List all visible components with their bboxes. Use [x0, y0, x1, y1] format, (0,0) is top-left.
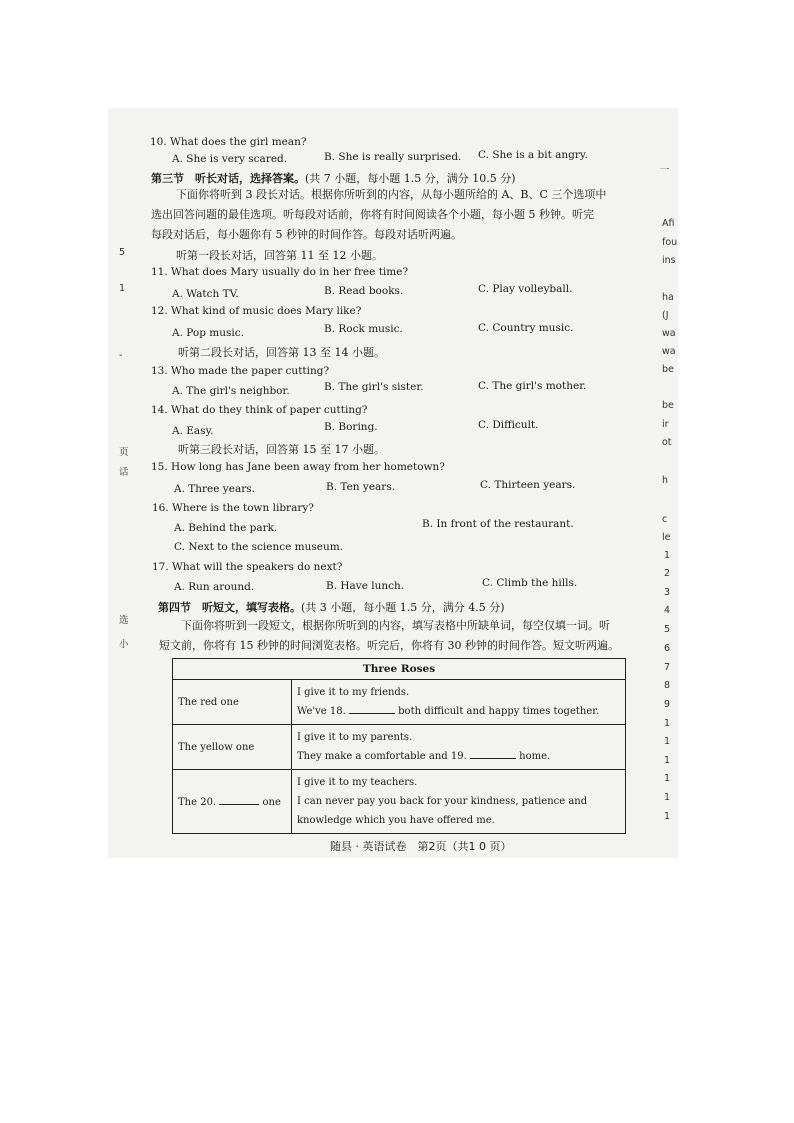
- edge-right-2: fou: [662, 237, 678, 248]
- edge-right-16: 2: [664, 568, 671, 579]
- question-16-option-b: B. In front of the restaurant.: [422, 518, 574, 530]
- row-content-yellow: [292, 725, 626, 770]
- edge-right-4: ha: [662, 292, 674, 303]
- dialogue-1-note: 听第一段长对话，回答第 11 至 12 小题。: [176, 249, 383, 262]
- edge-right-15: 1: [664, 550, 671, 561]
- question-17-stem: 17. What will the speakers do next?: [152, 561, 343, 573]
- question-14-option-a: A. Easy.: [172, 425, 214, 437]
- edge-right-21: 7: [664, 662, 671, 673]
- table-header-row: [173, 659, 626, 680]
- row-teachers-line-2: I can never pay you back for your kindness, patience and: [297, 796, 588, 807]
- question-11-option-c: C. Play volleyball.: [478, 283, 573, 295]
- row-label-20: [173, 770, 292, 834]
- dialogue-3-note: 听第三段长对话，回答第 15 至 17 小题。: [178, 443, 385, 456]
- question-13-stem: 13. Who made the paper cutting?: [151, 365, 330, 377]
- section-3-info: (共 7 小题，每小题 1.5 分，满分 10.5 分): [305, 172, 516, 185]
- question-10-stem: 10. What does the girl mean?: [150, 136, 307, 148]
- table-row: [173, 680, 626, 725]
- blank-18-label: We've 18.: [297, 706, 346, 717]
- edge-right-25: 1: [664, 736, 671, 747]
- question-10-option-a: A. She is very scared.: [172, 153, 288, 165]
- question-11-stem: 11. What does Mary usually do in her free time?: [151, 266, 409, 278]
- edge-right-3: ins: [662, 255, 676, 266]
- edge-right-14: le: [662, 532, 671, 543]
- edge-right-10: ir: [662, 419, 669, 430]
- blank-20-label: The 20.: [178, 797, 217, 808]
- section-3-instruction-3: 每段对话后，每小题你有 5 秒钟的时间作答。每段对话听两遍。: [151, 228, 462, 241]
- question-12-option-b: B. Rock music.: [324, 323, 403, 335]
- question-14-option-b: B. Boring.: [324, 421, 378, 433]
- edge-right-22: 8: [664, 680, 671, 691]
- row-content-red: [292, 680, 626, 725]
- row-red-line-2-rest: both difficult and happy times together.: [398, 706, 600, 717]
- edge-right-11: ot: [662, 437, 672, 448]
- section-4-info: (共 3 小题，每小题 1.5 分，满分 4.5 分): [301, 601, 505, 614]
- table-title: Three Roses: [173, 659, 626, 680]
- edge-right-27: 1: [664, 773, 671, 784]
- edge-right-12: h: [662, 475, 669, 486]
- question-13-option-c: C. The girl's mother.: [478, 380, 587, 392]
- table-row: [173, 725, 626, 770]
- edge-right-8: be: [662, 364, 674, 375]
- edge-left-6: 小: [119, 639, 129, 650]
- question-15-option-a: A. Three years.: [174, 483, 255, 495]
- edge-right-6: wa: [662, 328, 676, 339]
- edge-left-4: 话: [119, 467, 129, 478]
- row-teachers-line-3: knowledge which you have offered me.: [297, 815, 495, 826]
- question-14-stem: 14. What do they think of paper cutting?: [151, 404, 368, 416]
- edge-right-1: Afi: [662, 218, 675, 229]
- edge-left-0: 5: [119, 247, 126, 258]
- edge-left-5: 选: [119, 615, 129, 626]
- row-red-line-2: [297, 702, 620, 721]
- edge-right-29: 1: [664, 811, 671, 822]
- question-15-option-b: B. Ten years.: [326, 481, 396, 493]
- row-content-teachers: [292, 770, 626, 834]
- question-17-option-c: C. Climb the hills.: [482, 577, 578, 589]
- question-12-stem: 12. What kind of music does Mary like?: [151, 305, 362, 317]
- edge-right-20: 6: [664, 643, 671, 654]
- edge-right-28: 1: [664, 792, 671, 803]
- question-15-stem: 15. How long has Jane been away from her hometown?: [151, 461, 445, 473]
- edge-right-0: 一: [660, 165, 670, 176]
- question-17-option-a: A. Run around.: [174, 581, 255, 593]
- section-4-heading: [158, 599, 505, 615]
- edge-right-18: 4: [664, 605, 671, 616]
- question-11-option-b: B. Read books.: [324, 285, 404, 297]
- section-3-heading: [151, 170, 516, 186]
- question-14-option-c: C. Difficult.: [478, 419, 539, 431]
- page-footer: 随县 · 英语试卷 第2页（共1 0 页）: [330, 840, 512, 853]
- row-yellow-line-2-rest: home.: [519, 751, 551, 762]
- table-row: [173, 770, 626, 834]
- blank-19[interactable]: [470, 749, 516, 759]
- question-10-option-c: C. She is a bit angry.: [478, 149, 588, 161]
- question-12-option-c: C. Country music.: [478, 322, 574, 334]
- edge-right-17: 3: [664, 587, 671, 598]
- question-13-option-b: B. The girl's sister.: [324, 381, 424, 393]
- edge-right-7: wa: [662, 346, 676, 357]
- section-3-instruction-2: 选出回答问题的最佳选项。听每段对话前，你将有时间阅读各个小题，每小题 5 秒钟。听完: [151, 208, 594, 221]
- edge-right-5: (J: [662, 310, 669, 321]
- edge-left-2: -: [119, 350, 123, 361]
- question-16-stem: 16. Where is the town library?: [152, 502, 314, 514]
- row-label-red: The red one: [173, 680, 292, 725]
- section-4-title: 第四节 听短文，填写表格。: [158, 601, 301, 614]
- row-yellow-line-1: I give it to my parents.: [297, 732, 413, 743]
- edge-right-23: 9: [664, 699, 671, 710]
- row-label-20-rest: one: [262, 797, 281, 808]
- question-15-option-c: C. Thirteen years.: [480, 479, 576, 491]
- question-10-option-b: B. She is really surprised.: [324, 151, 462, 163]
- edge-left-3: 页: [119, 447, 129, 458]
- dialogue-2-note: 听第二段长对话，回答第 13 至 14 小题。: [178, 346, 385, 359]
- three-roses-table: [172, 658, 626, 834]
- question-17-option-b: B. Have lunch.: [326, 580, 405, 592]
- row-red-line-1: I give it to my friends.: [297, 687, 410, 698]
- edge-right-26: 1: [664, 755, 671, 766]
- edge-right-19: 5: [664, 624, 671, 635]
- edge-right-9: be: [662, 400, 674, 411]
- section-3-instruction-1: 下面你将听到 3 段长对话。根据你所听到的内容，从每小题所给的 A、B、C 三个选项中: [176, 188, 607, 201]
- blank-18[interactable]: [349, 704, 395, 714]
- row-label-yellow: The yellow one: [173, 725, 292, 770]
- edge-left-1: 1: [119, 283, 126, 294]
- question-16-option-c: C. Next to the science museum.: [174, 541, 344, 553]
- edge-right-24: 1: [664, 718, 671, 729]
- edge-right-13: c: [662, 514, 668, 525]
- row-yellow-line-2: [297, 747, 620, 766]
- question-11-option-a: A. Watch TV.: [172, 288, 239, 300]
- question-16-option-a: A. Behind the park.: [174, 522, 278, 534]
- blank-20[interactable]: [219, 795, 259, 805]
- question-13-option-a: A. The girl's neighbor.: [172, 385, 290, 397]
- section-3-title: 第三节 听长对话，选择答案。: [151, 172, 305, 185]
- row-teachers-line-1: I give it to my teachers.: [297, 777, 418, 788]
- blank-19-label: They make a comfortable and 19.: [297, 751, 467, 762]
- question-12-option-a: A. Pop music.: [172, 327, 244, 339]
- section-4-instruction-1: 下面你将听到一段短文，根据你所听到的内容，填写表格中所缺单词，每空仅填一词。听: [181, 619, 610, 632]
- section-4-instruction-2: 短文前，你将有 15 秒钟的时间浏览表格。听完后，你将有 30 秒钟的时间作答。短文听两遍。: [159, 639, 619, 652]
